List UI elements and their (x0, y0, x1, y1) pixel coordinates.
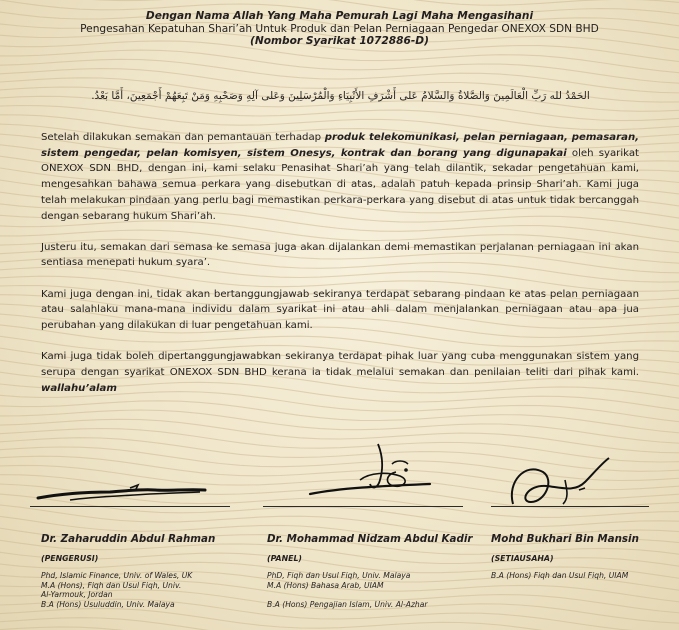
signature-line-2 (263, 506, 463, 507)
qualification: B.A (Hons) Pengajian Islam, Univ. Al-Azhar (267, 599, 428, 609)
qualification: M.A (Hons), Fiqh dan Usul Fiqh, Univ. (41, 580, 182, 590)
document-title: Pengesahan Kepatuhan Shari’ah Untuk Produk dan Pelan Perniagaan Pengedar ONEXOX SDN BHD (80, 22, 599, 35)
paragraph-3: Kami juga dengan ini, tidak akan bertanggungjawab sekiranya terdapat sebarang pindaan ke atas pelan perniagaan atau salahlaku mana-mana individu dalam syarikat ini atau ahli dalam menjalankan perniagaan atau apa jua perubahan yang dilakukan di luar pengetahuan kami. (41, 288, 639, 332)
signatory-name: Mohd Bukhari Bin Mansin (491, 533, 639, 545)
signature-line-1 (30, 506, 230, 507)
qualification-spacer (267, 590, 467, 600)
paragraph-2: Justeru itu, semakan dari semasa ke semasa juga akan dijalankan demi memastikan perjalanan perniagaan ini akan sentiasa menepati hukum syara’. (41, 241, 639, 269)
signature-1 (30, 470, 230, 510)
qualification: PhD, Fiqh dan Usul Fiqh, Univ. Malaya (267, 571, 411, 580)
qualification: M.A (Hons) Bahasa Arab, UIAM (267, 580, 384, 590)
qualification: B.A (Hons) Usuluddin, Univ. Malaya (41, 599, 175, 609)
signatory-name: Dr. Mohammad Nidzam Abdul Kadir (267, 533, 473, 545)
closing-phrase: wallahu’alam (41, 382, 117, 394)
basmalah-heading: Dengan Nama Allah Yang Maha Pemurah Lagi Maha Mengasihani (145, 10, 534, 22)
paragraph-1-text: Setelah dilakukan semakan dan pemantauan terhadap (41, 132, 325, 143)
signatory-2 (267, 533, 473, 609)
signatory-name: Dr. Zaharuddin Abdul Rahman (41, 533, 216, 545)
arabic-opening: الحَمْدُ لله رَبِّ الْعَالَمِينَ وَالصَّلاةُ وَالسَّلامُ عَلى أَشْرَفِ الأَنْبِيَاءِ وَالْمُرْسَلِينَ وَعَلى آلِهِ وَصَحْبِهِ وَمَنْ تَبِعَهُمْ أَجْمَعِينَ، أَمَّا بَعْدُ. (91, 90, 590, 102)
signatory-role: (PANEL) (267, 554, 302, 563)
signatory-role: (PENGERUSI) (41, 554, 99, 563)
signature-line-3 (491, 506, 649, 507)
qualification: Phd, Islamic Finance, Univ. of Wales, UK (41, 571, 193, 580)
paragraph-1 (41, 130, 639, 224)
document-header (0, 10, 679, 48)
paragraph-1-text-end: oleh syarikat ONEXOX SDN BHD, dengan ini, kami selaku Penasihat Shari’ah yang telah dilantik, sekadar pengetahuan kami, mengesahkan bahawa semua perkara yang disebutkan di atas, adalah patuh kepada prinsip Shari’ah. Kami juga telah melakukan pindaan yang perlu bagi memastikan perkara-perkara yang disebut di atas untuk tidak bercanggah dengan sebarang hukum Shari’ah. (41, 147, 639, 222)
reviewed-items: produk telekomunikasi, pelan perniagaan, pemasaran, sistem pengedar, pelan komisyen, sistem Onesys, kontrak dan borang yang digunapakai (41, 132, 639, 159)
paragraph-4 (41, 349, 639, 396)
company-number: (Nombor Syarikat 1072886-D) (250, 35, 429, 48)
qualification: Al-Yarmouk, Jordan (41, 590, 113, 600)
signatory-1 (41, 534, 241, 609)
signature-3 (505, 452, 625, 512)
qualification: B.A (Hons) Fiqh dan Usul Fiqh, UIAM (491, 571, 629, 580)
signatory-3 (491, 534, 679, 581)
paragraph-4-text: Kami juga tidak boleh dipertanggungjawabkan sekiranya terdapat pihak luar yang cuba menggunakan sistem yang serupa dengan syarikat ONEXOX SDN BHD kerana ia tidak melalui semakan dan penilaian teliti dari pihak kami. (41, 351, 639, 378)
certification-body (41, 130, 639, 412)
signatory-role: (SETIAUSAHA) (491, 554, 554, 563)
signature-2 (300, 436, 450, 506)
